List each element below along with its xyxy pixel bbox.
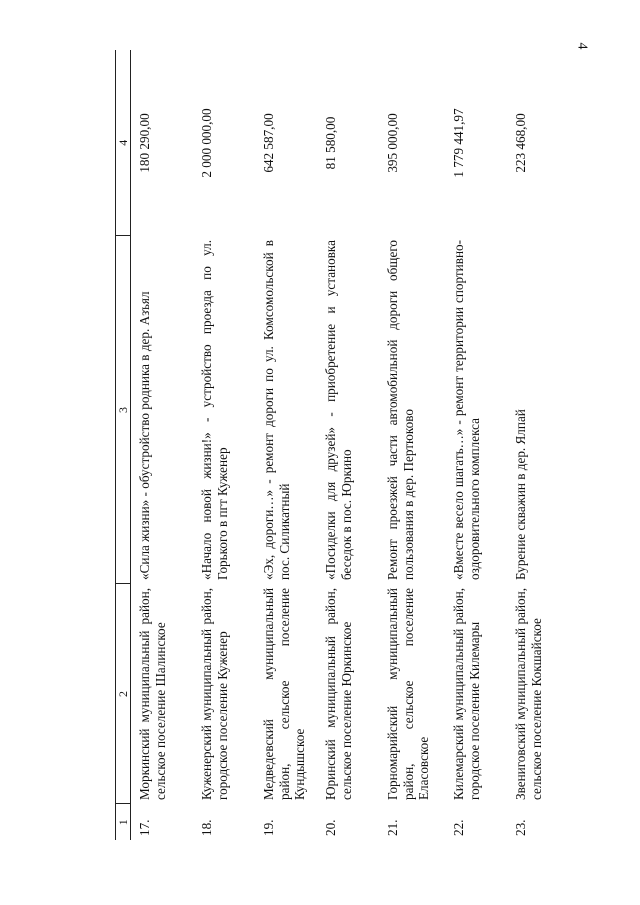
table-row xyxy=(507,50,569,840)
header-col-1: 1 xyxy=(116,804,131,840)
row-number: 19. xyxy=(261,819,277,836)
table-row xyxy=(445,50,507,840)
row-number: 18. xyxy=(199,819,215,836)
project-cell: «Начало новой жизни!» - устройство проезда по ул. Горького в пгт Куженер xyxy=(199,240,230,580)
table-row xyxy=(379,50,445,840)
district-cell: Звениговский муниципальный район, сельское поселение Кокшайское xyxy=(513,588,544,800)
amount-cell: 2 000 000,00 xyxy=(199,108,215,178)
page-number: 4 xyxy=(574,42,590,50)
project-cell: «Вместе весело шагать…» - ремонт территории спортивно-оздоровительного комплекса xyxy=(451,240,482,580)
projects-table xyxy=(115,50,569,840)
amount-cell: 180 290,00 xyxy=(137,113,153,173)
row-number: 17. xyxy=(137,819,153,836)
table-row xyxy=(193,50,255,840)
table-row xyxy=(317,50,379,840)
project-cell: Бурение скважин в дер. Ялпай xyxy=(513,409,529,580)
project-cell: «Эх, дороги…» - ремонт дороги по ул. Комсомольской в пос. Силикатный xyxy=(261,240,292,580)
amount-cell: 1 779 441,97 xyxy=(451,108,467,178)
header-col-2: 2 xyxy=(116,584,131,804)
table-header-row xyxy=(116,50,131,840)
district-cell: Куженерский муниципальный район, городское поселение Куженер xyxy=(199,588,230,800)
header-col-3: 3 xyxy=(116,236,131,584)
row-number: 23. xyxy=(513,819,529,836)
district-cell: Килемарский муниципальный район, городское поселение Килемары xyxy=(451,588,482,800)
rotated-table-container xyxy=(115,50,544,840)
project-cell: «Сила жизни» - обустройство родника в дер. Азъял xyxy=(137,291,153,580)
amount-cell: 395 000,00 xyxy=(385,113,401,173)
district-cell: Юринский муниципальный район, сельское поселение Юркинское xyxy=(323,588,354,800)
district-cell: Моркинский муниципальный район, сельское поселение Шалинское xyxy=(137,588,168,800)
amount-cell: 81 580,00 xyxy=(323,116,339,170)
amount-cell: 223 468,00 xyxy=(513,113,529,173)
table-row xyxy=(131,50,194,840)
table-row xyxy=(255,50,317,840)
district-cell: Горномарийский муниципальный район, сельское поселение Еласовское xyxy=(385,588,432,800)
amount-cell: 642 587,00 xyxy=(261,113,277,173)
project-cell: Ремонт проезжей части автомобильной дороги общего пользования в дер. Пертюково xyxy=(385,240,416,580)
project-cell: «Посиделки для друзей» - приобретение и установка беседок в пос. Юркино xyxy=(323,240,354,580)
header-col-4: 4 xyxy=(116,50,131,236)
row-number: 21. xyxy=(385,819,401,836)
row-number: 20. xyxy=(323,819,339,836)
row-number: 22. xyxy=(451,819,467,836)
district-cell: Медведевский муниципальный район, сельское поселение Кундышское xyxy=(261,588,308,800)
